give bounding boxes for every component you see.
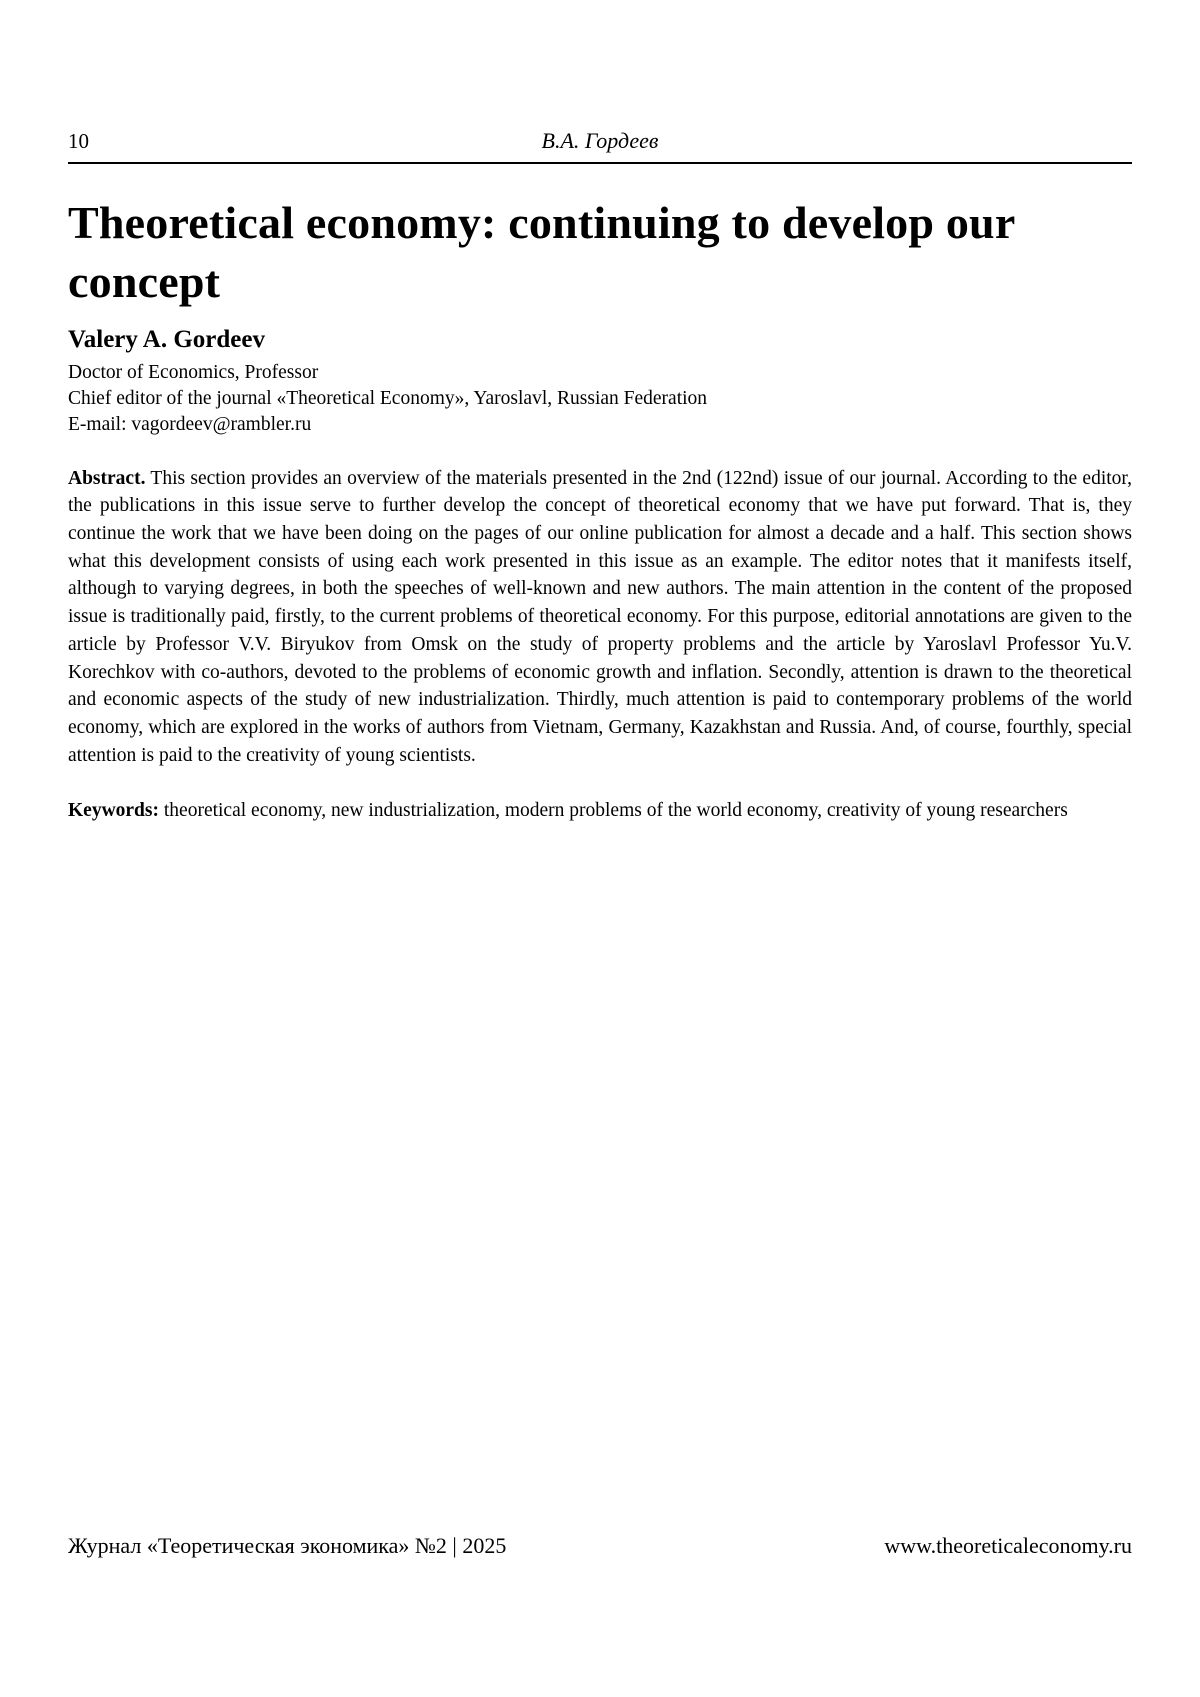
footer-journal-title: Журнал «Теоретическая экономика» №2 | 2025	[68, 1533, 507, 1558]
running-head: В.А. Гордеев	[541, 128, 659, 153]
keywords-text: theoretical economy, new industrialization, modern problems of the world economy, creativity of young researchers	[163, 800, 1068, 822]
article-title: Theoretical economy: continuing to develop our concept	[68, 197, 1015, 307]
keywords-label: Keywords:	[68, 800, 159, 822]
author-degree: Doctor of Economics, Professor	[68, 361, 319, 383]
author-email: E-mail: vagordeev@rambler.ru	[68, 414, 312, 436]
page-number: 10	[68, 129, 89, 153]
footer-website: www.theoreticaleconomy.ru	[884, 1533, 1132, 1558]
page-footer	[68, 1533, 1132, 1559]
abstract-label: Abstract.	[68, 467, 146, 489]
author-affiliation: Chief editor of the journal «Theoretical Economy», Yaroslavl, Russian Federation	[68, 388, 708, 410]
abstract-paragraph	[68, 465, 1132, 770]
keywords-paragraph	[68, 797, 1132, 825]
abstract-text: This section provides an overview of the materials presented in the 2nd (122nd) issue of our journal. According to the editor, the publications in this issue serve to further develop the concept of theoretical economy that we have put forward. That is, they continue the work that we have been doing on the pages of our online publication for almost a decade and a half. This section shows what this development consists of using each work presented in this issue as an example. The editor notes that it manifests itself, although to varying degrees, in both the speeches of well-known and new authors. The main attention in the content of the proposed issue is traditionally paid, firstly, to the current problems of theoretical economy. For this purpose, editorial annotations are given to the article by Professor V.V. Biryukov from Omsk on the study of property problems and the article by Yaroslavl Professor Yu.V. Korechkov with co-authors, devoted to the problems of economic growth and inflation. Secondly, attention is drawn to the theoretical and economic aspects of the study of new industrialization. Thirdly, much attention is paid to contemporary problems of the world economy, which are explored in the works of authors from Vietnam, Germany, Kazakhstan and Russia. And, of course, fourthly, special attention is paid to the creativity of young scientists.	[68, 467, 1132, 766]
page-header	[68, 128, 1132, 164]
author-name: Valery A. Gordeev	[68, 325, 265, 353]
author-block	[68, 326, 1132, 439]
